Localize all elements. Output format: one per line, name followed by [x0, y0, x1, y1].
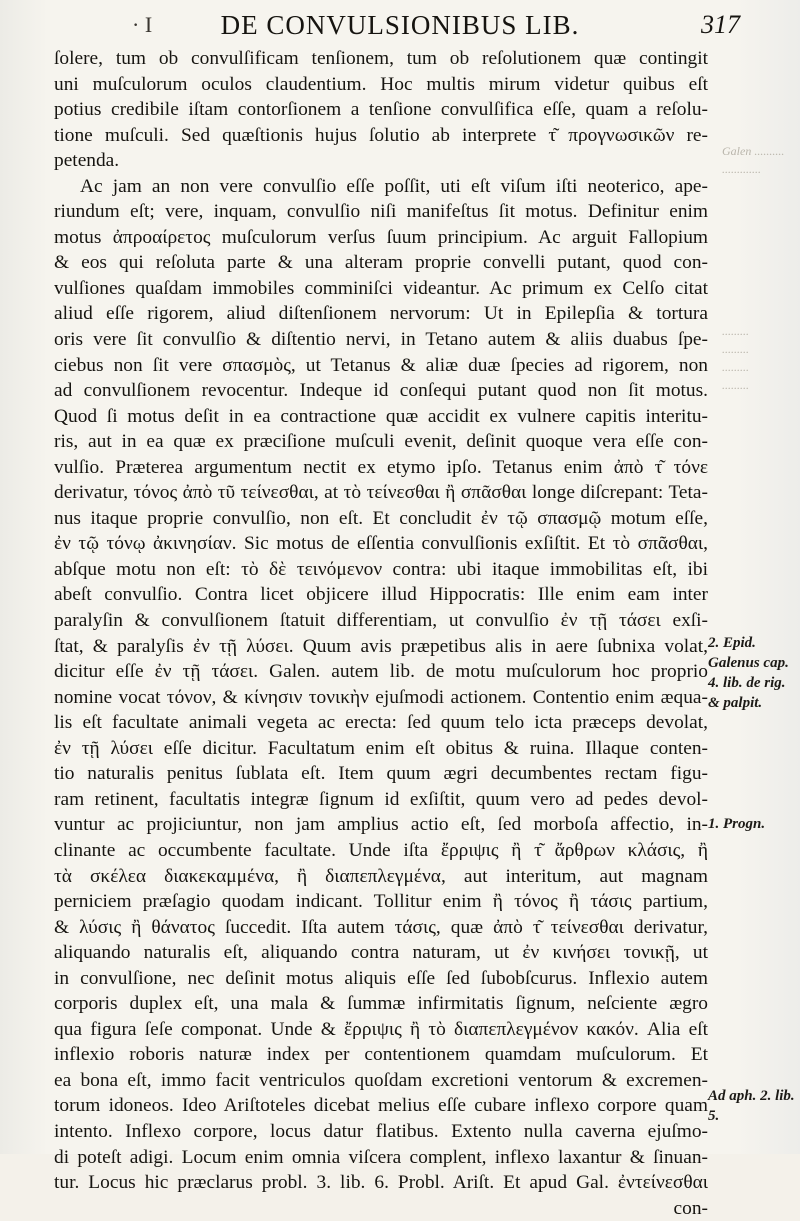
text-line: tur. Locus hic præclarus probl. 3. lib. 6. Probl. Ariſt. Et apud Gal. ἐντείνεσθαι	[54, 1172, 708, 1194]
text-line: Quod ſi motus deſit in ea contractione quæ accidit ex vulnere capitis interitu-	[54, 405, 708, 427]
text-line: ad convulſionem revocentur. Indeque id conſequi putant quod non ſit motus.	[54, 380, 708, 402]
text-line: intento. Inflexo corpore, locus datur flatibus. Extento nulla caverna ejuſmo-	[54, 1120, 708, 1142]
text-line: ram retinent, facultatis integræ ſignum id exſiſtit, quum vero ad pedes devol-	[54, 788, 708, 810]
margin-note-prognostics: 1. Progn.	[708, 816, 766, 832]
text-line: abſque motu non eſt: τὸ δὲ τεινόμενον contra: ubi itaque immobilitas eſt, ibi	[54, 558, 708, 580]
text-line: tio naturalis penitus ſublata eſt. Item quum ægri decumbentes rectam figu-	[54, 763, 708, 785]
running-head: DE CONVULSIONIBUS LIB.	[220, 10, 580, 40]
text-line: qua figura ſeſe componat. Unde & ἔρριψις ἢ τὸ διαπεπλεγμένον κακόν. Alia eſt	[54, 1018, 708, 1040]
page-number: 317	[701, 10, 740, 39]
text-line: ἐν τῷ τόνῳ ἀκινησίαν. Sic motus de eſſentia convulſionis exſiſtit. Et τὸ σπᾶσθαι,	[54, 533, 708, 555]
text-line: aliquando naturalis eſt, aliquando contra naturam, ut ἐν κινήσει τονικῇ, ut	[54, 942, 708, 964]
text-line: vulſio. Præterea argumentum nectit ex etymo ipſo. Tetanus enim ἀπὸ τ͂ τόνε	[54, 456, 708, 478]
text-line: ciebus non ſit vere σπασμὸς, ut Tetanus & aliæ duæ ſpecies ad rigorem, non	[54, 354, 708, 376]
text-line: uni muſculorum oculos claudentium. Hoc multis mirum videtur quibus eſt	[54, 73, 708, 95]
text-line: ἐν τῇ λύσει eſſe dicitur. Facultatum enim eſt obitus & ruina. Illaque conten-	[54, 737, 708, 759]
text-line: τὰ σκέλεα διακεκαμμένα, ἢ διαπεπλεγμένα, aut interitum, aut magnam	[54, 865, 708, 887]
paragraph-start: Ac jam an non vere convulſio eſſe poſſit, uti eſt viſum iſti neoterico, ape-	[80, 175, 708, 197]
bleed-through-text: Galen .......... .............	[722, 144, 785, 176]
page-header	[40, 6, 760, 44]
text-line: ſolere, tum ob convulſificam tenſionem, tum ob reſolutionem quæ contingit	[54, 48, 708, 69]
text-line: vuntur ac projiciuntur, non jam amplius actio eſt, ſed morboſa affectio, in-	[54, 814, 708, 836]
body-text	[54, 46, 708, 1221]
text-line: clinante ac occumbente facultate. Unde iſta ἔρριψις ἢ τ͂ ἄρθρων κλάσις, ἢ	[54, 839, 708, 861]
text-line: in convulſione, nec deſinit motus aliquis eſſe ſed ſubobſcurus. Inflexio autem	[54, 967, 708, 989]
bleed-through-text: ......... ......... ......... .........	[722, 324, 749, 392]
margin-note-epidemics: 2. Epid. Galenus cap. 4. lib. de rig. & palpit.	[708, 635, 789, 711]
text-line: tione muſculi. Sed quæſtionis hujus ſolutio ab interprete τ͂ προγνωσικῶν re-	[54, 124, 708, 146]
text-line: lis eſt facultate animali vegeta ac erecta: ſed quum telo icta præceps devolat,	[54, 712, 708, 734]
text-line: potius credibile iſtam contorſionem a tenſione convulſifica eſſe, quam a reſolu-	[54, 99, 708, 121]
text-line: ſtat, & paralyſis ἐν τῇ λύσει. Quum avis præpetibus alis in aere ſubnixa volat,	[54, 635, 708, 657]
catchword: con-	[673, 1197, 708, 1219]
text-line: nus itaque proprie convulſio, non eſt. Et concludit ἐν τῷ σπασμῷ motum eſſe,	[54, 507, 708, 529]
stray-mark: · I	[132, 12, 153, 37]
text-line: inflexio roboris naturæ index per contentionem quamdam muſculorum. Et	[54, 1044, 708, 1066]
text-line: riundum eſt; vere, inquam, convulſio niſi manifeſtus ſit motus. Definitur enim	[54, 201, 708, 223]
text-line: & eos qui reſoluta parte & una alteram proprie convelli putant, quod con-	[54, 252, 708, 274]
text-line: derivatur, τόνος ἀπὸ τῦ τείνεσθαι, at τὸ τείνεσθαι ἢ σπᾶσθαι longe diſcrepant: Teta-	[54, 482, 708, 504]
text-line: dicitur eſſe ἐν τῇ τάσει. Galen. autem lib. de motu muſculorum hoc proprio	[54, 661, 708, 683]
text-line: petenda.	[54, 150, 120, 172]
text-line: ris, aut in ea quæ ex præciſione muſculi evenit, deſinit quoque vera eſſe con-	[54, 431, 708, 453]
text-line: ea bona eſt, immo facit ventriculos quoſdam excretioni ventorum & excremen-	[54, 1069, 708, 1091]
text-line: torum idoneos. Ideo Ariſtoteles dicebat melius eſſe cubare inflexo corpore quam	[54, 1095, 708, 1117]
text-line: corporis duplex eſt, una mala & ſummæ infirmitatis ſignum, neſciente ægro	[54, 993, 708, 1015]
text-line: paralyſin & convulſionem ſtatuit differentiam, ut convulſio ἐν τῇ τάσει exſi-	[54, 610, 708, 632]
text-line: abeſt convulſio. Contra licet objicere illud Hippocratis: Ille enim eam inter	[54, 584, 708, 606]
margin-note-aphorisms: Ad aph. 2. lib. 5.	[708, 1088, 795, 1124]
text-line: nomine vocat τόνον, & κίνησιν τονικὴν ejuſmodi actionem. Contentio enim æqua-	[54, 686, 708, 708]
text-line: vulſiones quaſdam immobiles comminiſci videantur. Ac primum ex Celſo citat	[54, 277, 708, 299]
text-line: & λύσις ἢ θάνατος ſuccedit. Iſta autem τάσις, quæ ἀπὸ τ͂ τείνεσθαι derivatur,	[54, 916, 708, 938]
text-line: perniciem præſagio quodam indicant. Tollitur enim ἢ τόνος ἢ τάσις partium,	[54, 891, 708, 913]
text-line: di poteſt adigi. Locum enim omnia viſcera complent, inflexo laxantur & ſinuan-	[54, 1146, 708, 1168]
text-line: motus ἀπροαίρετος muſculorum verſus ſuum principium. Ac arguit Fallopium	[54, 226, 708, 248]
text-line: aliud eſſe rigorem, aliud diſtenſionem nervorum: Ut in Epilepſia & tortura	[54, 303, 708, 325]
text-line: oris vere ſit convulſio & diſtentio nervi, in Tetano autem & aliis duabus ſpe-	[54, 329, 708, 351]
